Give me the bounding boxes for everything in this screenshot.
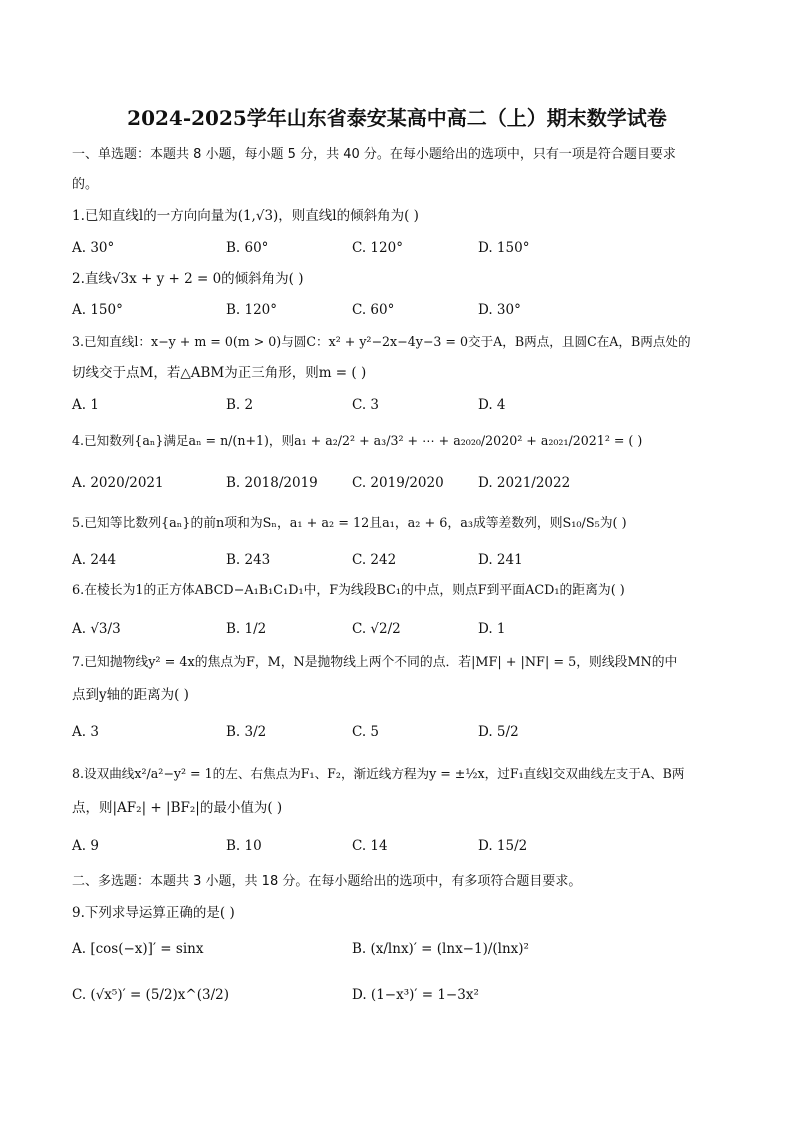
section1-line1: 一、单选题：本题共 8 小题，每小题 5 分，共 40 分。在每小题给出的选项中，只有一项是符合题目要求 [72,147,676,162]
q6-option-b: B. 1/2 [226,621,267,637]
q3-option-d: D. 4 [478,397,506,413]
q8-option-d: D. 15/2 [478,838,528,854]
q1-option-d: D. 150° [478,240,530,256]
q2-option-a: A. 150° [72,302,123,318]
q7-option-b: B. 3/2 [226,724,267,740]
q3-option-b: B. 2 [226,397,254,413]
q3-stem-line2: 切线交于点M，若△ABM为正三角形，则m = ( ) [72,365,367,381]
q7-stem-line1: 7.已知抛物线y² = 4x的焦点为F，M，N是抛物线上两个不同的点．若|MF| + |NF| = 5，则线段MN的中 [72,655,678,670]
q1-option-c: C. 120° [352,240,403,256]
q5-option-c: C. 242 [352,552,397,568]
q7-stem-line2: 点到y轴的距离为( ) [72,687,189,703]
section1-line2: 的。 [72,177,99,192]
q8-option-b: B. 10 [226,838,262,854]
q4-option-b: B. 2018/2019 [226,475,318,491]
q3-option-a: A. 1 [72,397,99,413]
q9-option-d: D. (1−x³)′ = 1−3x² [352,987,479,1003]
q8-option-c: C. 14 [352,838,388,854]
q3-stem-line1: 3.已知直线l：x−y + m = 0(m > 0)与圆C：x² + y²−2x−4y−3 = 0交于A，B两点，且圆C在A，B两点处的 [72,334,691,349]
q1-option-b: B. 60° [226,240,269,256]
q4-stem: 4.已知数列{aₙ}满足aₙ = n/(n+1)，则a₁ + a₂/2² + a₃/3² + ⋯ + a₂₀₂₀/2020² + a₂₀₂₁/2021² = ( ) [72,433,643,448]
q6-option-c: C. √2/2 [352,621,401,637]
section2-line1: 二、多选题：本题共 3 小题，共 18 分。在每小题给出的选项中，有多项符合题目要求。 [72,874,582,889]
q9-option-b: B. (x/lnx)′ = (lnx−1)/(lnx)² [352,941,529,957]
q9-stem: 9.下列求导运算正确的是( ) [72,905,235,921]
q5-stem: 5.已知等比数列{aₙ}的前n项和为Sₙ，a₁ + a₂ = 12且a₁，a₂ + 6，a₃成等差数列，则S₁₀/S₅为( ) [72,516,627,531]
q8-stem-line2: 点，则|AF₂| + |BF₂|的最小值为( ) [72,800,283,816]
page-title: 2024-2025学年山东省泰安某高中高二（上）期末数学试卷 [127,106,667,130]
q4-option-c: C. 2019/2020 [352,475,444,491]
q7-option-c: C. 5 [352,724,380,740]
q7-option-a: A. 3 [72,724,99,740]
q5-option-d: D. 241 [478,552,523,568]
q1-stem: 1.已知直线l的一方向向量为(1,√3)，则直线l的倾斜角为( ) [72,208,419,224]
q9-option-c: C. (√x⁵)′ = (5/2)x^(3/2) [72,987,229,1003]
q2-option-c: C. 60° [352,302,395,318]
q3-option-c: C. 3 [352,397,380,413]
q5-option-b: B. 243 [226,552,271,568]
q6-stem: 6.在棱长为1的正方体ABCD−A₁B₁C₁D₁中，F为线段BC₁的中点，则点F到平面ACD₁的距离为( ) [72,583,625,598]
q5-option-a: A. 244 [72,552,117,568]
q7-option-d: D. 5/2 [478,724,519,740]
q2-option-d: D. 30° [478,302,521,318]
q4-option-d: D. 2021/2022 [478,475,571,491]
q6-option-a: A. √3/3 [72,621,121,637]
q6-option-d: D. 1 [478,621,506,637]
q4-option-a: A. 2020/2021 [72,475,164,491]
q9-option-a: A. [cos(−x)]′ = sinx [72,941,204,957]
q8-stem-line1: 8.设双曲线x²/a²−y² = 1的左、右焦点为F₁、F₂，渐近线方程为y = ±½x，过F₁直线l交双曲线左支于A、B两 [72,766,685,781]
q2-option-b: B. 120° [226,302,278,318]
q1-option-a: A. 30° [72,240,115,256]
q8-option-a: A. 9 [72,838,99,854]
q2-stem: 2.直线√3x + y + 2 = 0的倾斜角为( ) [72,271,304,287]
